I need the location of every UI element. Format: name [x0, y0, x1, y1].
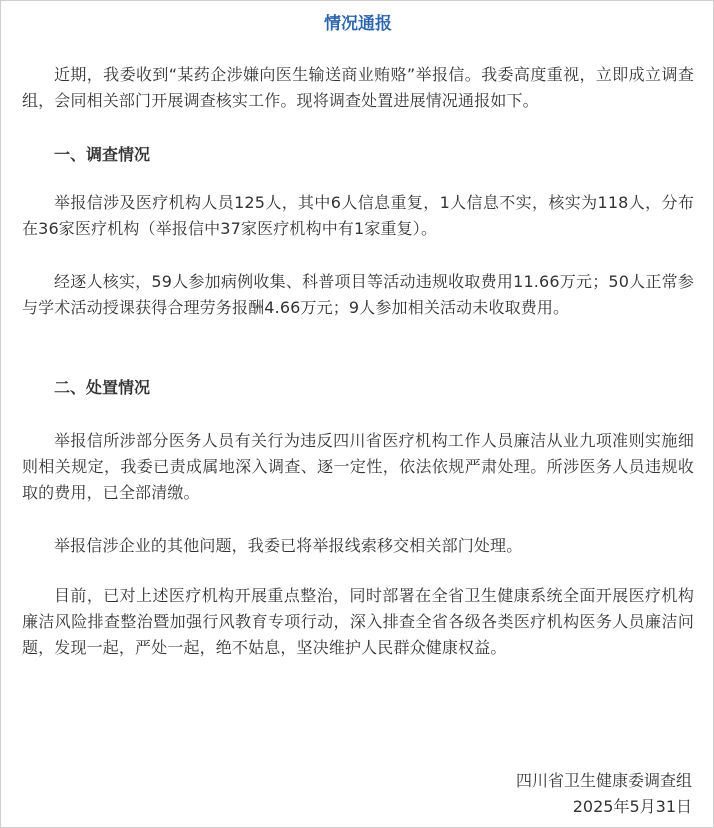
section2-heading: 二、处置情况	[54, 378, 151, 397]
intro-paragraph: 近期，我委收到“某药企涉嫌向医生输送商业贿赂”举报信。我委高度重视，立即成立调查组，会同相关部门开展调查核实工作。现将调查处置进展情况通报如下。	[22, 65, 694, 110]
section1-paragraph-2: 经逐人核实，59人参加病例收集、科普项目等活动违规收取费用11.66万元；50人正常参与学术活动授课获得合理劳务报酬4.66万元；9人参加相关活动未收取费用。	[22, 272, 694, 317]
section1-heading: 一、调查情况	[54, 145, 151, 164]
notice-title: 情况通报	[324, 14, 392, 34]
section2-paragraph-2: 举报信涉企业的其他问题，我委已将举报线索移交相关部门处理。	[54, 536, 523, 555]
signature-date: 2025年5月31日	[572, 797, 692, 816]
section1-paragraph-1: 举报信涉及医疗机构人员125人，其中6人信息重复，1人信息不实，核实为118人，分布在36家医疗机构（举报信中37家医疗机构中有1家重复）。	[22, 193, 694, 238]
signature-org: 四川省卫生健康委调查组	[515, 771, 692, 790]
section2-paragraph-3: 目前，已对上述医疗机构开展重点整治，同时部署在全省卫生健康系统全面开展医疗机构廉洁风险排查整治暨加强行风教育专项行动，深入排查全省各级各类医疗机构医务人员廉洁问题，发现一起，严处一起，绝不姑息，坚决维护人民群众健康权益。	[22, 586, 694, 657]
section2-paragraph-1: 举报信所涉部分医务人员有关行为违反四川省医疗机构工作人员廉洁从业九项准则实施细则相关规定，我委已责成属地深入调查、逐一定性，依法依规严肃处理。所涉医务人员违规收取的费用，已全部清缴。	[22, 431, 694, 502]
